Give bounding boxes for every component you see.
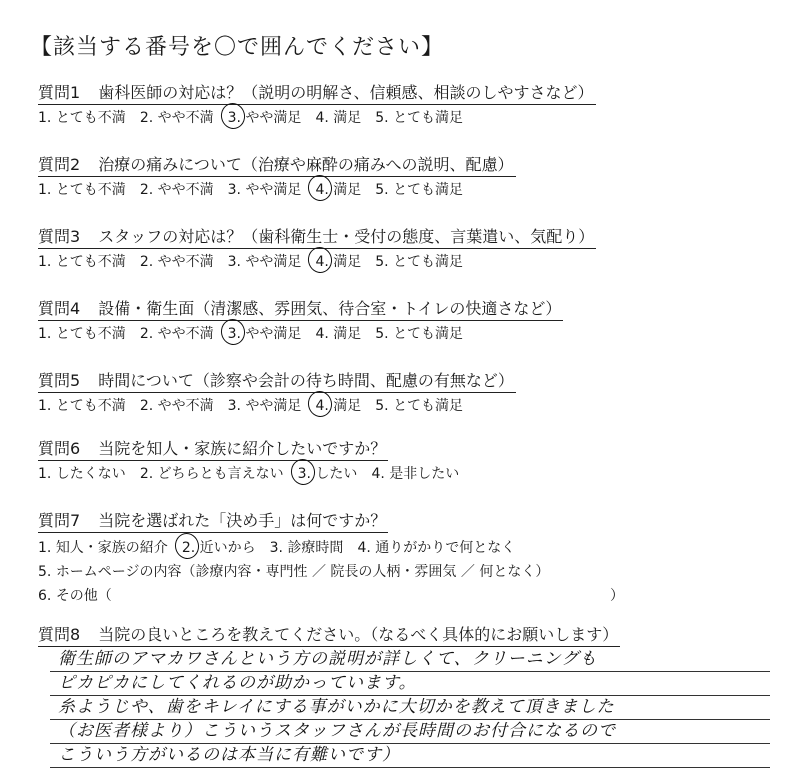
option-3[interactable]: 3. やや満足 xyxy=(227,182,302,198)
option-row xyxy=(38,395,758,415)
option-3[interactable]: 3. やや満足 xyxy=(227,254,302,270)
page-title: 【該当する番号を〇で囲んでください】 xyxy=(30,35,445,60)
option-3[interactable]: 3. 診療時間 xyxy=(269,540,344,556)
option-row xyxy=(38,179,758,199)
option-2[interactable]: 2. やや不満 xyxy=(139,182,214,198)
option-3[interactable]: 3. やや満足 xyxy=(227,110,302,126)
option-row xyxy=(38,107,758,127)
option-6[interactable]: 6. その他（ xyxy=(38,588,112,604)
option-5[interactable]: 5. とても満足 xyxy=(375,326,464,342)
option-1[interactable]: 1. したくない xyxy=(38,466,126,482)
option-5[interactable]: 5. とても満足 xyxy=(375,182,464,198)
option-5[interactable]: 5. とても満足 xyxy=(375,398,464,414)
question-6 xyxy=(38,436,758,483)
option-4[interactable]: 4. 満足 xyxy=(315,182,362,198)
option-row xyxy=(38,561,758,581)
question-text: 設備・衛生面（清潔感、雰囲気、待合室・トイレの快適さなど） xyxy=(98,299,562,318)
option-4[interactable]: 4. 満足 xyxy=(315,398,362,414)
option-2[interactable]: 2. やや不満 xyxy=(139,254,214,270)
option-row xyxy=(38,463,758,483)
question-text: 時間について（診察や会計の待ち時間、配慮の有無など） xyxy=(98,371,514,390)
answer-line: （お医者様より）こういうスタッフさんが長時間のお付合になるので xyxy=(50,720,770,744)
option-1[interactable]: 1. とても不満 xyxy=(38,110,126,126)
option-4[interactable]: 4. 満足 xyxy=(315,254,362,270)
other-close-paren: ） xyxy=(610,588,624,604)
option-3[interactable]: 3. やや満足 xyxy=(227,326,302,342)
option-row xyxy=(38,585,758,605)
option-2[interactable]: 2. どちらとも言えない xyxy=(139,466,284,482)
option-2[interactable]: 2. 近いから xyxy=(181,540,256,556)
free-answer-area[interactable] xyxy=(50,648,770,768)
question-number: 質問1 xyxy=(38,83,81,102)
option-5[interactable]: 5. ホームページの内容（診療内容・専門性 ／ 院長の人柄・雰囲気 ／ 何となく） xyxy=(38,564,550,580)
option-2[interactable]: 2. やや不満 xyxy=(139,110,214,126)
question-number: 質問7 xyxy=(38,511,81,530)
option-1[interactable]: 1. とても不満 xyxy=(38,254,126,270)
question-number: 質問8 xyxy=(38,625,81,644)
option-4[interactable]: 4. 満足 xyxy=(315,326,362,342)
question-text: 治療の痛みについて（治療や麻酔の痛みへの説明、配慮） xyxy=(98,155,514,174)
question-text: 当院の良いところを教えてください。（なるべく具体的にお願いします） xyxy=(98,625,619,644)
option-2[interactable]: 2. やや不満 xyxy=(139,326,214,342)
question-4 xyxy=(38,296,758,343)
option-1[interactable]: 1. とても不満 xyxy=(38,398,126,414)
question-3 xyxy=(38,224,758,271)
question-8 xyxy=(38,622,758,647)
option-row xyxy=(38,537,758,557)
option-1[interactable]: 1. とても不満 xyxy=(38,326,126,342)
answer-line: 糸ようじや、歯をキレイにする事がいかに大切かを教えて頂きました xyxy=(50,696,770,720)
question-text: 歯科医師の対応は？（説明の明解さ、信頼感、相談のしやすさなど） xyxy=(98,83,594,102)
option-4[interactable]: 4. 是非したい xyxy=(371,466,460,482)
option-row xyxy=(38,251,758,271)
answer-line: ピカピカにしてくれるのが助かっています。 xyxy=(50,672,770,696)
answer-line: 衛生師のアマカワさんという方の説明が詳しくて、クリーニングも xyxy=(50,648,770,672)
question-7 xyxy=(38,508,758,605)
option-4[interactable]: 4. 通りがかりで何となく xyxy=(357,540,516,556)
question-1 xyxy=(38,80,758,127)
question-number: 質問2 xyxy=(38,155,81,174)
question-number: 質問5 xyxy=(38,371,81,390)
option-1[interactable]: 1. 知人・家族の紹介 xyxy=(38,540,168,556)
option-5[interactable]: 5. とても満足 xyxy=(375,254,464,270)
question-text: スタッフの対応は？（歯科衛生士・受付の態度、言葉遣い、気配り） xyxy=(98,227,595,246)
question-number: 質問3 xyxy=(38,227,81,246)
option-4[interactable]: 4. 満足 xyxy=(315,110,362,126)
option-3[interactable]: 3. したい xyxy=(297,466,358,482)
question-2 xyxy=(38,152,758,199)
option-5[interactable]: 5. とても満足 xyxy=(375,110,464,126)
question-5 xyxy=(38,368,758,415)
answer-line: こういう方がいるのは本当に有難いです） xyxy=(50,744,770,768)
option-3[interactable]: 3. やや満足 xyxy=(227,398,302,414)
option-1[interactable]: 1. とても不満 xyxy=(38,182,126,198)
option-row xyxy=(38,323,758,343)
question-number: 質問4 xyxy=(38,299,81,318)
question-text: 当院を選ばれた「決め手」は何ですか？ xyxy=(98,511,387,530)
option-2[interactable]: 2. やや不満 xyxy=(139,398,214,414)
question-number: 質問6 xyxy=(38,439,81,458)
question-text: 当院を知人・家族に紹介したいですか？ xyxy=(98,439,387,458)
